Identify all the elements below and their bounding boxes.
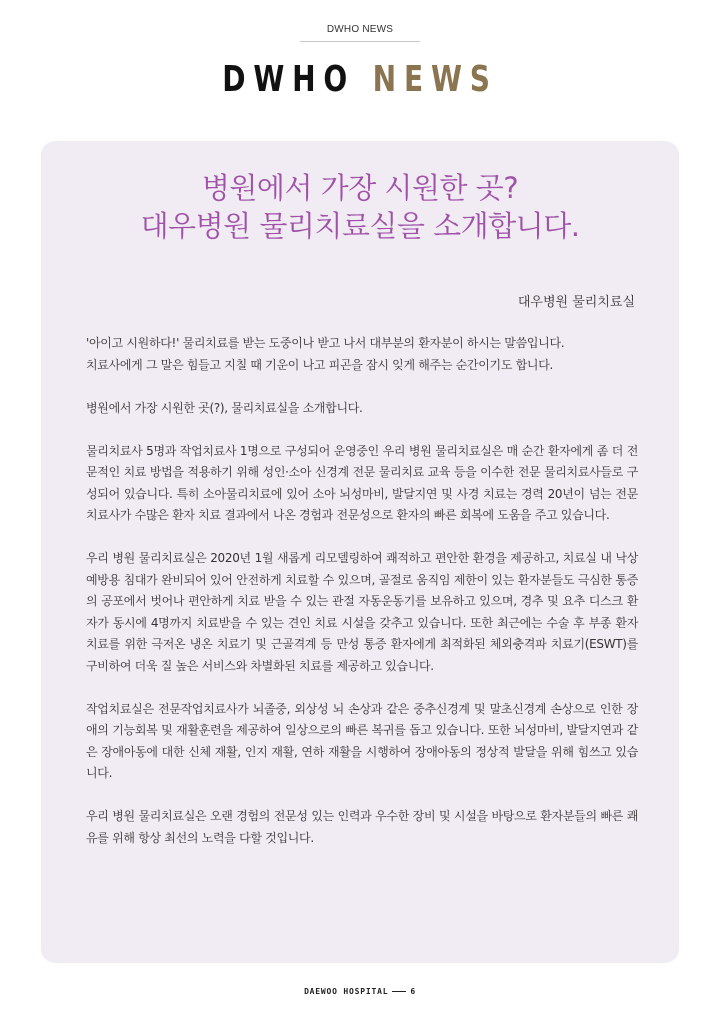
page-footer — [0, 987, 720, 996]
paragraph: 물리치료사 5명과 작업치료사 1명으로 구성되어 운영중인 우리 병원 물리치료실은 매 순간 환자에게 좀 더 전문적인 치료 방법을 적용하기 위해 성인·소아 신경계 전문 물리치료 교육 등을 이수한 전문 물리치료사들로 구성되어 있습니다. 특히 소아물리치료에 있어 소아 뇌성마비, 발달지연 및 사경 치료는 경력 20년이 넘는 전문치료사가 수많은 환자 치료 결과에서 나온 경험과 전문성으로 환자의 빠른 회복에 도움을 주고 있습니다. — [86, 443, 638, 522]
article-title-line-2: 대우병원 물리치료실을 소개합니다. — [140, 209, 580, 243]
paragraph: 작업치료실은 전문작업치료사가 뇌졸중, 외상성 뇌 손상과 같은 중추신경계 및 말초신경계 손상으로 인한 장애의 기능회복 및 재활훈련을 제공하여 일상으로의 빠른 복귀를 돕고 있습니다. 또한 뇌성마비, 발달지연과 같은 장애아동에 대한 신체 재활, 인지 재활, 연하 재활을 시행하여 장애아동의 정상적 발달을 위해 힘쓰고 있습니다. — [86, 701, 638, 780]
masthead-dwho: DWHO — [222, 59, 373, 100]
paragraph: 우리 병원 물리치료실은 2020년 1월 새롭게 리모델링하여 쾌적하고 편안한 환경을 제공하고, 치료실 내 낙상 예방용 침대가 완비되어 있어 안전하게 치료할 수 있으며, 골절로 움직임 제한이 있는 환자분들도 극심한 통증의 공포에서 벗어나 편안하게 치료 받을 수 있는 관절 자동운동기를 보유하고 있으며, 경추 및 요추 디스크 환자가 동시에 4명까지 치료받을 수 있는 견인 치료 시설을 갖추고 있습니다. 또한 최근에는 수술 후 부종 환자 치료를 위한 극저온 냉온 치료기 및 근골격계 등 만성 통증 환자에게 최적화된 체외충격파 치료기(ESWT)를 구비하여 더욱 질 높은 서비스와 차별화된 치료를 제공하고 있습니다. — [86, 551, 638, 673]
article-card — [41, 141, 679, 963]
article-title-line-1: 병원에서 가장 시원한 곳? — [201, 171, 519, 205]
page-number: 6 — [410, 987, 416, 996]
paragraph: 치료사에게 그 말은 힘들고 지칠 때 기운이 나고 피곤을 잠시 잊게 해주는 순간이기도 합니다. — [86, 357, 554, 372]
article-byline: 대우병원 물리치료실 — [517, 295, 635, 310]
masthead-news: NEWS — [372, 59, 498, 100]
footer-dash — [392, 991, 406, 992]
footer-publisher: DAEWOO HOSPITAL — [304, 987, 389, 996]
paragraph: '아이고 시원하다!' 물리치료를 받는 도중이나 받고 나서 대부분의 환자분이 하시는 말씀입니다. — [86, 336, 565, 350]
header-divider — [300, 41, 420, 42]
article-body — [86, 333, 638, 871]
paragraph: 우리 병원 물리치료실은 오랜 경험의 전문성 있는 인력과 우수한 장비 및 시설을 바탕으로 환자분들의 빠른 쾌유를 위해 항상 최선의 노력을 다할 것입니다. — [86, 809, 638, 845]
paragraph: 병원에서 가장 시원한 곳(?), 물리치료실을 소개합니다. — [86, 400, 363, 415]
masthead — [79, 58, 641, 102]
section-label: DWHO NEWS — [326, 24, 394, 35]
article-title — [41, 169, 679, 245]
